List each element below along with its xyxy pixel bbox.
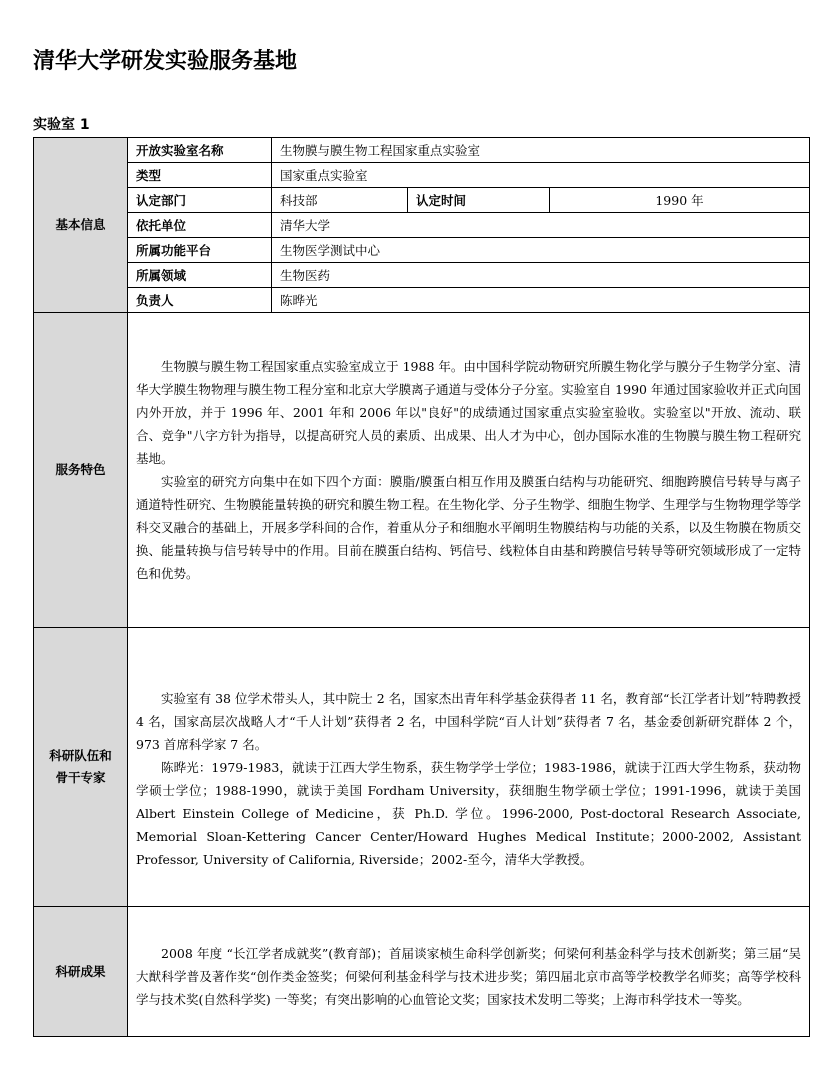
- field-value-lab-name: 生物膜与膜生物工程国家重点实验室: [272, 138, 810, 163]
- field-key-lab-name: 开放实验室名称: [128, 138, 272, 163]
- service-features-paragraph: 生物膜与膜生物工程国家重点实验室成立于 1988 年。由中国科学院动物研究所膜生物化学与膜分子生物学分室、清华大学膜生物物理与膜生物工程分室和北京大学膜离子通道与受体分子分室。实验室自 1990 年通过国家验收并正式向国内外开放，并于 1996 年、2001 年和 2006 年以"良好"的成绩通过国家重点实验室验收。实验室以"开放、流动、联合、竞争"八字方针为指导，以提高研究人员的素质、出成果、出人才为中心，创办国际水准的生物膜与膜生物工程研究基地。: [136, 359, 802, 466]
- research-team-paragraph: 陈晔光：1979-1983，就读于江西大学生物系，获生物学学士学位；1983-1986，就读于江西大学生物系，获动物学硕士学位；1988-1990，就读于美国 Fordham University，获细胞生物学硕士学位；1991-1996，就读于美国 Albert Einstein College of Medicine，获 Ph.D. 学位。1996-2000, Post-doctoral Research Associate, Memorial Sloan-Kettering Cancer Center/Howard Hughes Medical Institute；2000-2002, Assistant Professor, University of California, Riverside；2002-至今，清华大学教授。: [136, 760, 802, 867]
- field-key-director: 负责人: [128, 288, 272, 313]
- section-label-research-team: [34, 628, 128, 907]
- field-value-platform: 生物医学测试中心: [272, 238, 810, 263]
- service-features-text: [128, 313, 810, 628]
- field-value-field: 生物医药: [272, 263, 810, 288]
- field-value-type: 国家重点实验室: [272, 163, 810, 188]
- field-key-certified-time: 认定时间: [408, 188, 550, 213]
- research-results-text: [128, 907, 810, 1037]
- field-key-platform: 所属功能平台: [128, 238, 272, 263]
- field-value-director: 陈晔光: [272, 288, 810, 313]
- field-value-certifying-dept: 科技部: [272, 188, 408, 213]
- section-label-basic-info: 基本信息: [34, 138, 128, 313]
- row-host-unit: [34, 213, 810, 238]
- row-lab-name: [34, 138, 810, 163]
- section-label-research-results: 科研成果: [34, 907, 128, 1037]
- field-value-host-unit: 清华大学: [272, 213, 810, 238]
- row-platform: [34, 238, 810, 263]
- row-type: [34, 163, 810, 188]
- research-team-text: [128, 628, 810, 907]
- lab-info-table: [33, 137, 810, 1037]
- section-label-line: 骨干专家: [55, 770, 106, 785]
- field-key-field: 所属领域: [128, 263, 272, 288]
- research-team-paragraph: 实验室有 38 位学术带头人，其中院士 2 名，国家杰出青年科学基金获得者 11 名，教育部“长江学者计划”特聘教授 4 名，国家高层次战略人才“千人计划”获得者 2 名，中国科学院“百人计划”获得者 7 名，基金委创新研究群体 2 个，973 首席科学家 7 名。: [136, 691, 802, 752]
- row-director: [34, 288, 810, 313]
- row-field: [34, 263, 810, 288]
- research-results-paragraph: 2008 年度 “长江学者成就奖”(教育部)；首届谈家桢生命科学创新奖；何梁何利基金科学与技术创新奖；第三届“吴大猷科学普及著作奖“创作类金签奖；何梁何利基金科学与技术进步奖；第四届北京市高等学校教学名师奖；高等学校科学与技术奖(自然科学奖) 一等奖；有突出影响的心血管论文奖；国家技术发明二等奖；上海市科学技术一等奖。: [136, 946, 802, 1007]
- field-key-host-unit: 依托单位: [128, 213, 272, 238]
- field-key-type: 类型: [128, 163, 272, 188]
- lab-heading: 实验室 1: [33, 117, 90, 133]
- field-value-certified-time: 1990 年: [550, 188, 810, 213]
- service-features-paragraph: 实验室的研究方向集中在如下四个方面：膜脂/膜蛋白相互作用及膜蛋白结构与功能研究、细胞跨膜信号转导与离子通道特性研究、生物膜能量转换的研究和膜生物工程。在生物化学、分子生物学、细胞生物学、生理学与生物物理学等学科交叉融合的基础上，开展多学科间的合作，着重从分子和细胞水平阐明生物膜结构与功能的关系，以及生物膜在物质交换、能量转换与信号转导中的作用。目前在膜蛋白结构、钙信号、线粒体自由基和跨膜信号转导等研究领域形成了一定特色和优势。: [136, 474, 802, 581]
- row-research-results: [34, 907, 810, 1037]
- row-service-features: [34, 313, 810, 628]
- row-certifying-dept: [34, 188, 810, 213]
- row-research-team: [34, 628, 810, 907]
- section-label-service-features: 服务特色: [34, 313, 128, 628]
- field-key-certifying-dept: 认定部门: [128, 188, 272, 213]
- page-title: 清华大学研发实验服务基地: [33, 49, 298, 74]
- section-label-line: 科研队伍和: [49, 748, 112, 763]
